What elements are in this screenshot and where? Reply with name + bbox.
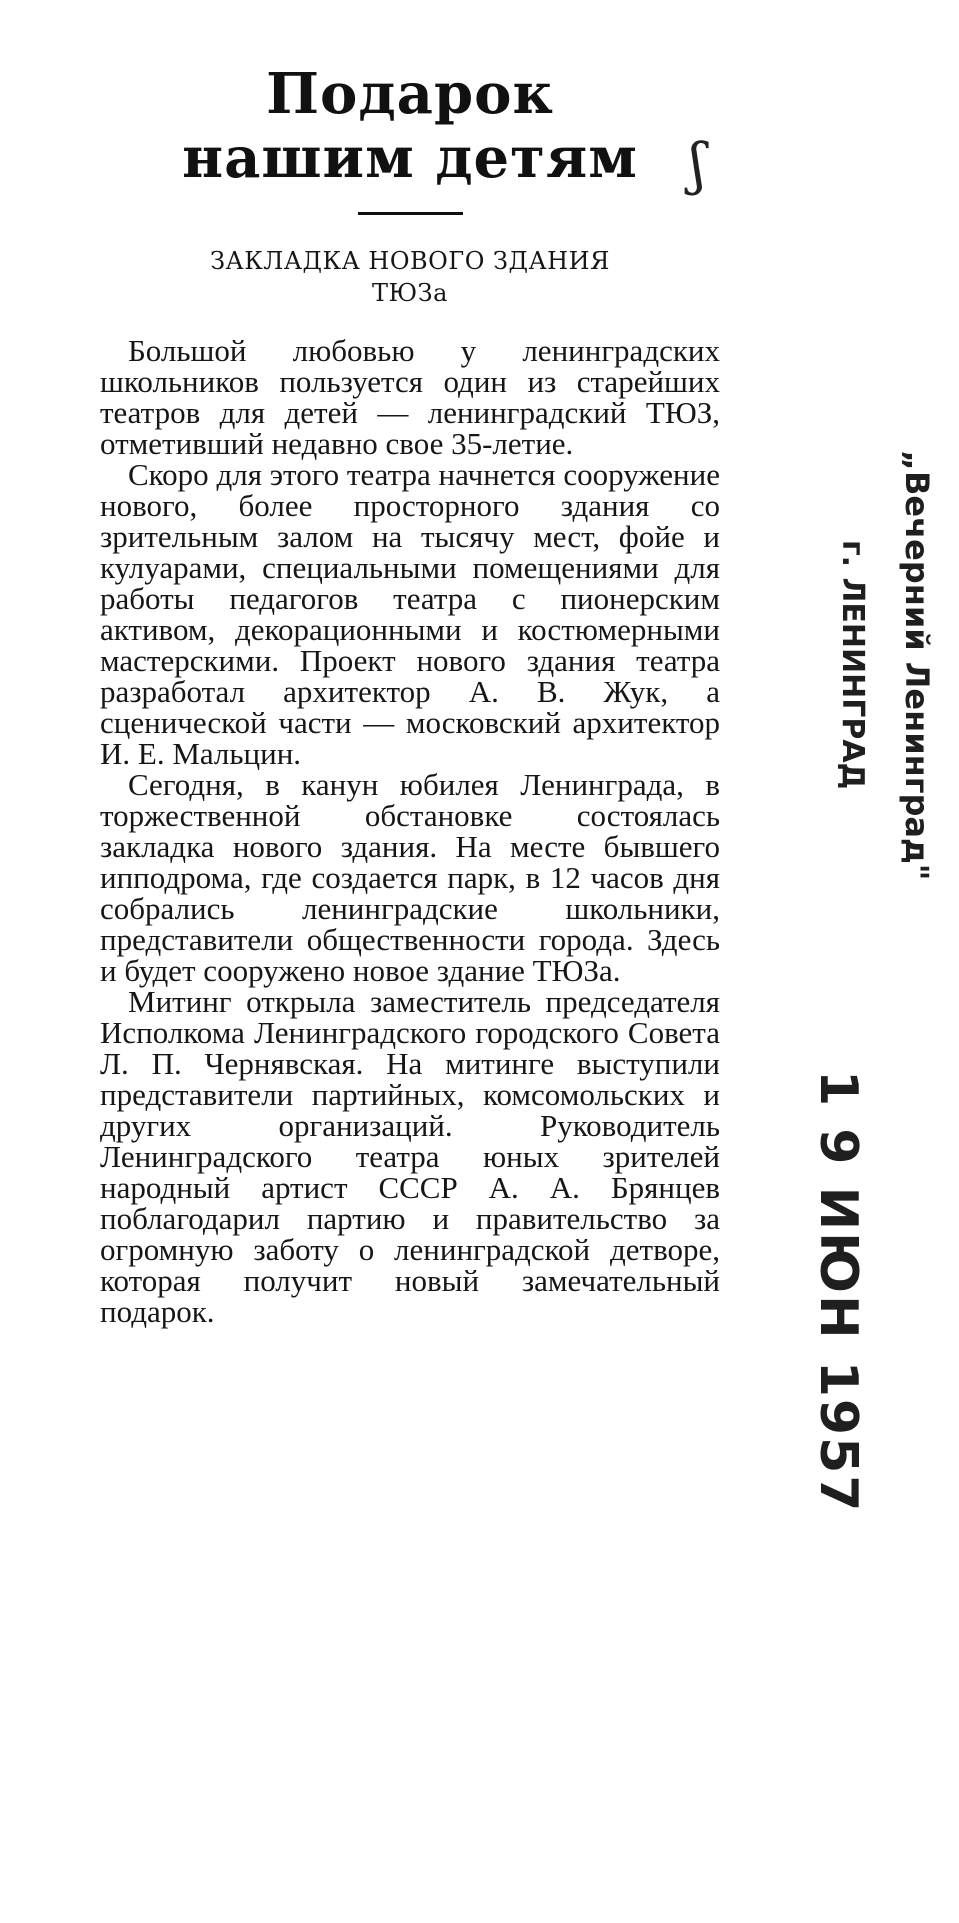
article-subheading <box>100 245 720 309</box>
article-paragraph-2: Скоро для этого театра начнется сооружение нового, более просторного здания со зрительным залом на тысячу мест, фойе и кулуарами, специальными помещениями для работы педагогов театра с пионерским активом, декорационными и костюмерными мастерскими. Проект нового здания театра разработал архитектор А. В. Жук, а сценической части — московский архитектор И. Е. Мальцин. <box>100 457 720 771</box>
headline-divider <box>358 212 463 215</box>
subheading-line-1: ЗАКЛАДКА НОВОГО ЗДАНИЯ <box>210 247 610 275</box>
article-body <box>100 335 720 1327</box>
ink-mark: ʃ <box>690 132 706 197</box>
headline-line-1: Подарок <box>266 61 554 127</box>
stamp-city: г. ЛЕНИНГРАД <box>835 540 870 790</box>
stamp-date: 1 9 ИЮН 1957 <box>808 1070 868 1514</box>
stamp-newspaper-name: „Вечерний Ленинград" <box>898 450 936 881</box>
article-paragraph-1: Большой любовью у ленинградских школьников пользуется один из старейших театров для детей — ленинградский ТЮЗ, отметивший недавно свое 35-летие. <box>100 333 720 461</box>
article-paragraph-3: Сегодня, в канун юбилея Ленинграда, в торжественной обстановке состоялась закладка нового здания. На месте бывшего ипподрома, где создается парк, в 12 часов дня собрались ленинградские школьники, представители общественности города. Здесь и будет сооружено новое здание ТЮЗа. <box>100 767 720 988</box>
newspaper-clipping <box>100 62 720 1327</box>
headline-line-2: нашим детям <box>182 125 638 191</box>
subheading-line-2: ТЮЗа <box>372 279 448 307</box>
archive-stamp <box>740 420 940 1520</box>
article-headline <box>100 62 720 190</box>
article-paragraph-4: Митинг открыла заместитель председателя Исполкома Ленинградского городского Совета Л. П. Чернявская. На митинге выступили представители партийных, комсомольских и других организаций. Руководитель Ленинградского театра юных зрителей народный артист СССР А. А. Брянцев поблагодарил партию и правительство за огромную заботу о ленинградской детворе, которая получит новый замечательный подарок. <box>100 984 720 1329</box>
